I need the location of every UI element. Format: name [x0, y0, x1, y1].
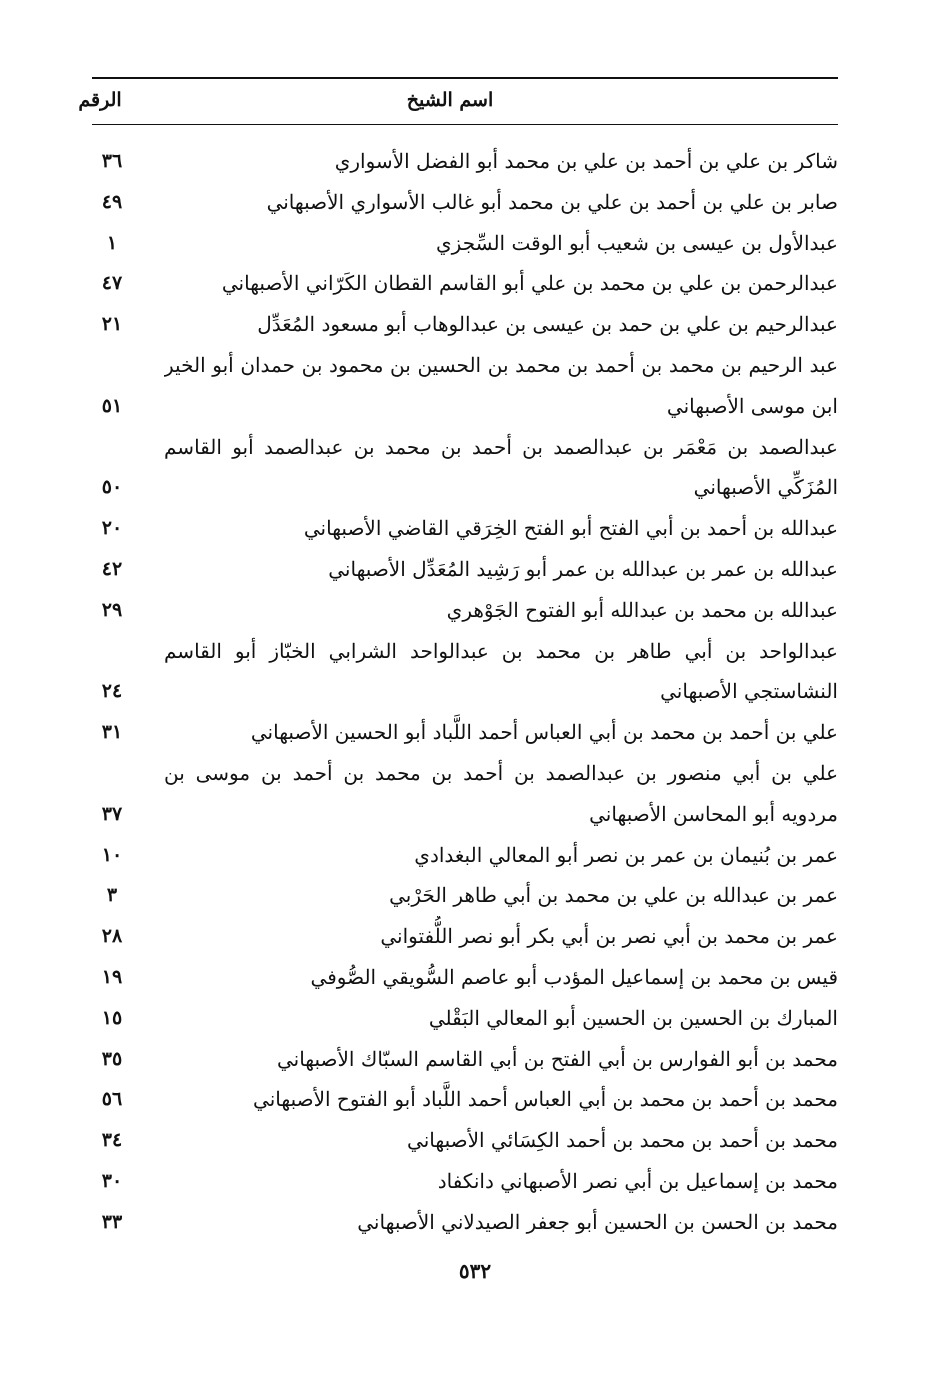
- index-entry: [92, 1039, 838, 1080]
- entry-number: ١: [106, 231, 118, 254]
- entry-number: ١٩: [101, 965, 123, 988]
- sheikh-name: عبدالله بن أحمد بن أبي الفتح أبو الفتح الخِرَقي القاضي الأصبهاني: [303, 516, 838, 541]
- column-header-number: الرقم: [78, 89, 122, 111]
- entry-number: ٣٧: [101, 802, 123, 825]
- sheikh-name: عبدالأول بن عيسى بن شعيب أبو الوقت السِّجزي: [436, 230, 838, 255]
- index-entry: [92, 916, 838, 957]
- index-entry: [92, 590, 838, 631]
- sheikh-name: عبدالواحد بن أبي طاهر بن محمد بن عبدالواحد الشرابي الخبّاز أبو القاسم النشاستجي الأصبهاني: [164, 638, 838, 704]
- entry-number: ٢١: [101, 313, 123, 336]
- index-entry: [92, 263, 838, 304]
- index-entry: [92, 1120, 838, 1161]
- sheikh-name: شاكر بن علي بن أحمد بن علي بن محمد أبو الفضل الأسواري: [334, 149, 838, 173]
- sheikh-name: عمر بن عبدالله بن علي بن محمد بن أبي طاهر الحَرْبي: [389, 883, 838, 908]
- entry-number: ٥٦: [101, 1088, 123, 1111]
- sheikh-name: محمد بن أحمد بن محمد بن أبي العباس أحمد اللَّباد أبو الفتوح الأصبهاني: [253, 1087, 838, 1112]
- sheikh-name: علي بن أحمد بن محمد بن أبي العباس أحمد اللَّباد أبو الحسين الأصبهاني: [250, 720, 838, 745]
- index-entry: [92, 957, 838, 998]
- entry-number: ٢٨: [101, 925, 123, 948]
- index-entry: [92, 1202, 838, 1243]
- sheikh-name: عبدالصمد بن مَعْمَر بن عبدالصمد بن أحمد بن محمد بن عبدالصمد أبو القاسم المُزَكِّي الأصبهاني: [164, 434, 838, 500]
- index-entry: [92, 427, 838, 509]
- index-entry: [92, 875, 838, 916]
- top-rule: [92, 77, 838, 79]
- sheikh-name: قيس بن محمد بن إسماعيل المؤدب أبو عاصم السُّويقي الصُّوفي: [310, 964, 838, 989]
- sheikh-name: صابر بن علي بن أحمد بن علي بن محمد أبو غالب الأسواري الأصبهاني: [266, 189, 838, 214]
- header-rule: [92, 124, 838, 125]
- entry-number: ٣٦: [101, 150, 123, 172]
- sheikh-name: محمد بن الحسن بن الحسين أبو جعفر الصيدلاني الأصبهاني: [357, 1209, 838, 1234]
- entry-number: ٤٧: [101, 272, 123, 295]
- entry-number: ٢٩: [101, 598, 123, 621]
- entry-number: ٣٣: [101, 1210, 123, 1233]
- index-entry: [92, 1161, 838, 1202]
- entry-number: ٤٢: [101, 557, 123, 580]
- index-entry: [92, 631, 838, 713]
- sheikh-name: عمر بن محمد بن أبي نصر بن أبي بكر أبو نصر اللُّفتواني: [380, 924, 838, 949]
- entry-number: ٣٥: [101, 1047, 123, 1070]
- entry-number: ٢٠: [101, 517, 123, 540]
- index-entry: [92, 141, 838, 182]
- sheikh-name: علي بن أبي منصور بن عبدالصمد بن أحمد بن محمد بن أحمد بن موسى بن مردويه أبو المحاسن الأصبهاني: [164, 760, 838, 826]
- page-number: ٥٣٢: [458, 1259, 492, 1283]
- sheikh-name: محمد بن أحمد بن محمد بن أحمد الكِسَائي الأصبهاني: [407, 1128, 838, 1153]
- entries-list: [92, 141, 838, 1243]
- index-entry: [92, 345, 838, 427]
- sheikh-name: عمر بن بُنيمان بن عمر بن نصر أبو المعالي البغدادي: [414, 842, 838, 867]
- entry-number: ٢٤: [101, 680, 123, 703]
- index-entry: [92, 712, 838, 753]
- entry-number: ٣١: [101, 721, 123, 744]
- entry-number: ١٥: [101, 1006, 123, 1029]
- entry-number: ٣: [106, 884, 118, 907]
- sheikh-name: المبارك بن الحسين بن الحسين أبو المعالي البَقْلي: [428, 1005, 838, 1030]
- index-entry: [92, 508, 838, 549]
- index-entry: [92, 835, 838, 876]
- entry-number: ٥٠: [101, 476, 123, 499]
- entry-number: ٥١: [101, 394, 123, 417]
- entry-number: ٤٩: [101, 190, 123, 213]
- entry-number: ٣٠: [101, 1169, 123, 1192]
- entry-number: ٣٤: [101, 1129, 123, 1152]
- index-entry: [92, 223, 838, 264]
- sheikh-name: عبدالله بن عمر بن عبدالله بن عمر أبو رَشِيد المُعَدِّل الأصبهاني: [328, 556, 838, 581]
- sheikh-name: محمد بن إسماعيل بن أبي نصر الأصبهاني دانكفاد: [437, 1168, 838, 1193]
- index-entry: [92, 753, 838, 835]
- index-entry: [92, 182, 838, 223]
- index-entry: [92, 1079, 838, 1120]
- index-entry: [92, 549, 838, 590]
- entry-number: ١٠: [101, 843, 123, 866]
- column-header-name: اسم الشيخ: [406, 89, 494, 111]
- index-entry: [92, 998, 838, 1039]
- sheikh-name: عبدالله بن محمد بن عبدالله أبو الفتوح الجَوْهري: [446, 597, 838, 622]
- index-entry: [92, 304, 838, 345]
- sheikh-name: عبدالرحمن بن علي بن محمد بن علي أبو القاسم القطان الكَرّاني الأصبهاني: [221, 271, 838, 296]
- sheikh-name: محمد بن أبو الفوارس بن أبي الفتح بن أبي القاسم السبّاك الأصبهاني: [276, 1046, 838, 1071]
- sheikh-name: عبدالرحيم بن علي بن حمد بن عيسى بن عبدالوهاب أبو مسعود المُعَدِّل: [257, 312, 838, 337]
- sheikh-name: عبد الرحيم بن محمد بن أحمد بن محمد بن الحسين بن محمود بن حمدان أبو الخير ابن موسى الأصبهاني: [164, 352, 838, 418]
